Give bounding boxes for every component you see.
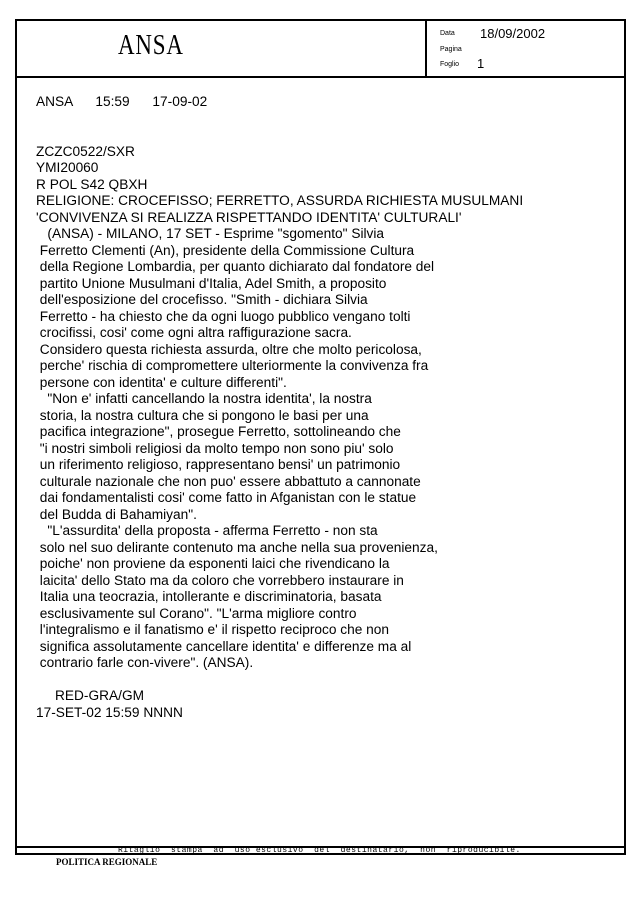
- copyright-notice: Ritaglio stampa ad uso esclusivo del destinatario, non riproducibile.: [118, 846, 521, 855]
- article-line: laicita' dello Stato ma da coloro che vorrebbero instaurare in: [36, 572, 404, 589]
- article-line: [36, 111, 576, 128]
- article-line: ANSA 15:59 17-09-02: [36, 94, 208, 110]
- header-divider: [15, 76, 626, 78]
- article-line: Italia una teocrazia, intollerante e discriminatoria, basata: [36, 589, 382, 605]
- article-line: Considero questa richiesta assurda, oltre che molto pericolosa,: [36, 341, 422, 358]
- article-line: ZCZC0522/SXR: [36, 143, 135, 160]
- article-line: RELIGIONE: CROCEFISSO; FERRETTO, ASSURDA RICHIESTA MUSULMANI: [36, 193, 524, 209]
- article-line: storia, la nostra cultura che si pongono le basi per una: [36, 407, 369, 424]
- article-line: l'integralismo e il fanatismo e' il rispetto reciproco che non: [36, 622, 389, 638]
- article-line: poiche' non proviene da esponenti laici che rivendicano la: [36, 556, 390, 572]
- article-line: Ferretto - ha chiesto che da ogni luogo pubblico vengano tolti: [36, 308, 411, 325]
- masthead-logo: ANSA: [118, 30, 184, 61]
- article-line: (ANSA) - MILANO, 17 SET - Esprime "sgomento" Silvia: [36, 226, 385, 242]
- article-line: solo nel suo delirante contenuto ma anche nella sua provenienza,: [36, 539, 438, 556]
- article-line: perche' rischia di compromettere ulteriormente la convivenza fra: [36, 358, 429, 374]
- article-line: crocifissi, cosi' come ogni altra raffigurazione sacra.: [36, 325, 352, 341]
- article-line: della Regione Lombardia, per quanto dichiarato dal fondatore del: [36, 259, 435, 275]
- article-line: contrario farle con-vivere". (ANSA).: [36, 655, 254, 671]
- sheet-value: 1: [477, 56, 485, 71]
- sheet-label: Foglio: [440, 61, 460, 68]
- article-line: R POL S42 QBXH: [36, 176, 148, 193]
- page-label: Pagina: [440, 46, 462, 53]
- section-label: POLITICA REGIONALE: [56, 857, 158, 867]
- article-line: partito Unione Musulmani d'Italia, Adel Smith, a proposito: [36, 275, 387, 292]
- article-line: RED-GRA/GM: [36, 688, 145, 704]
- article-line: pacifica integrazione", prosegue Ferretto, sottolineando che: [36, 424, 401, 440]
- article-line: 17-SET-02 15:59 NNNN: [36, 704, 183, 721]
- header-vertical-divider: [425, 19, 427, 78]
- article-line: Ferretto Clementi (An), presidente della Commissione Cultura: [36, 242, 415, 259]
- article-line: dai fondamentalisti cosi' come fatto in Afganistan con le statue: [36, 490, 417, 506]
- article-line: esclusivamente sul Corano". "L'arma migliore contro: [36, 605, 357, 622]
- article-line: dell'esposizione del crocefisso. "Smith - dichiara Silvia: [36, 292, 368, 308]
- article-line: "L'assurdita' della proposta - afferma Ferretto - non sta: [36, 523, 378, 539]
- article-line: un riferimento religioso, rappresentano bensi' un patrimonio: [36, 457, 401, 473]
- article-line: culturale nazionale che non puo' essere abbattuto a cannonate: [36, 473, 421, 490]
- article-body: [36, 94, 576, 721]
- article-line: [36, 127, 576, 144]
- article-line: persone con identita' e culture differenti".: [36, 374, 287, 391]
- article-line: "Non e' infatti cancellando la nostra identita', la nostra: [36, 391, 372, 407]
- article-line: 'CONVIVENZA SI REALIZZA RISPETTANDO IDENTITA' CULTURALI': [36, 209, 462, 226]
- article-line: YMI20060: [36, 160, 99, 176]
- article-line: [36, 672, 576, 689]
- article-line: significa assolutamente cancellare identita' e differenze ma al: [36, 638, 412, 655]
- article-line: del Budda di Bahamiyan".: [36, 506, 197, 523]
- date-value: 18/09/2002: [480, 26, 546, 41]
- article-line: "i nostri simboli religiosi da molto tempo non sono piu' solo: [36, 440, 394, 457]
- date-label: Data: [440, 30, 455, 37]
